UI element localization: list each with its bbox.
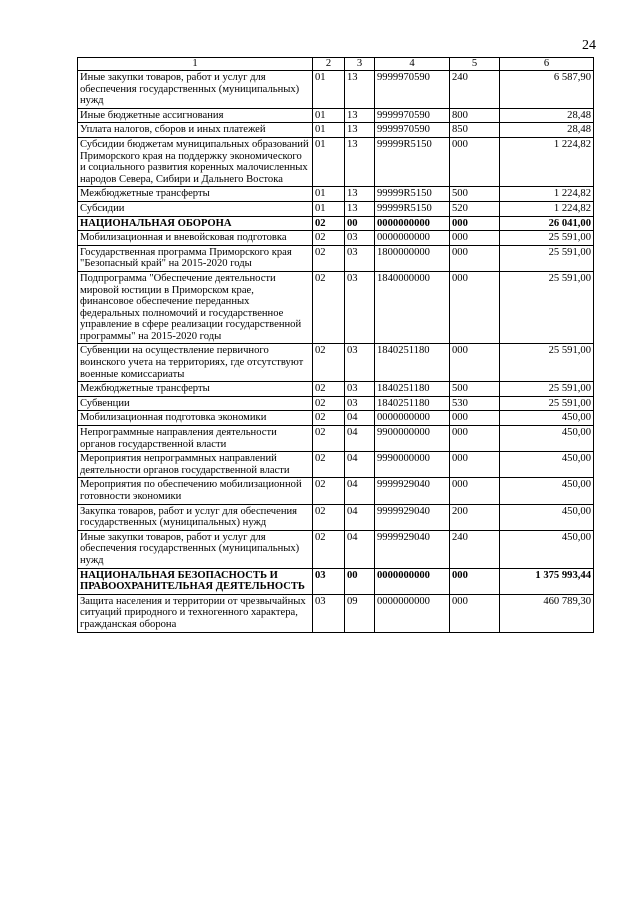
row-subsection-cell: 03 — [345, 231, 375, 246]
row-amount-cell: 25 591,00 — [500, 382, 594, 397]
row-subsection-cell: 04 — [345, 452, 375, 478]
table-row — [78, 216, 594, 231]
row-target-code-cell: 0000000000 — [375, 411, 450, 426]
row-target-code-cell: 9990000000 — [375, 452, 450, 478]
row-section-cell: 01 — [313, 137, 345, 186]
row-subsection-cell: 13 — [345, 137, 375, 186]
row-section-cell: 02 — [313, 478, 345, 504]
page-number: 24 — [582, 38, 596, 53]
table-header-row — [78, 58, 594, 71]
row-amount-cell: 450,00 — [500, 452, 594, 478]
table-row — [78, 201, 594, 216]
table-row — [78, 71, 594, 109]
table-row — [78, 344, 594, 382]
row-target-code-cell: 9999929040 — [375, 530, 450, 568]
row-target-code-cell: 99999R5150 — [375, 137, 450, 186]
row-section-cell: 02 — [313, 344, 345, 382]
row-section-cell: 02 — [313, 216, 345, 231]
row-section-cell: 02 — [313, 245, 345, 271]
row-target-code-cell: 1840251180 — [375, 344, 450, 382]
row-amount-cell: 450,00 — [500, 504, 594, 530]
row-name-cell: Мероприятия по обеспечению мобилизационной готовности экономики — [78, 478, 313, 504]
row-target-code-cell: 1840251180 — [375, 396, 450, 411]
row-name-cell: Подпрограмма "Обеспечение деятельности мировой юстиции в Приморском крае, финансовое обеспечение переданных федеральных полномочий и государственное управление в сфере реализации государственной программы" на 2015-2020 годы — [78, 271, 313, 344]
table-row — [78, 426, 594, 452]
table-row — [78, 504, 594, 530]
column-header: 5 — [450, 58, 500, 71]
row-expense-type-cell: 500 — [450, 187, 500, 202]
row-amount-cell: 26 041,00 — [500, 216, 594, 231]
row-expense-type-cell: 000 — [450, 452, 500, 478]
row-amount-cell: 1 224,82 — [500, 137, 594, 186]
row-expense-type-cell: 000 — [450, 568, 500, 594]
row-target-code-cell: 99999R5150 — [375, 187, 450, 202]
row-amount-cell: 28,48 — [500, 108, 594, 123]
table-row — [78, 568, 594, 594]
row-expense-type-cell: 200 — [450, 504, 500, 530]
table-row — [78, 231, 594, 246]
column-header: 1 — [78, 58, 313, 71]
row-amount-cell: 450,00 — [500, 478, 594, 504]
row-name-cell: Межбюджетные трансферты — [78, 187, 313, 202]
row-section-cell: 01 — [313, 187, 345, 202]
row-amount-cell: 1 224,82 — [500, 187, 594, 202]
row-target-code-cell: 9999970590 — [375, 123, 450, 138]
row-subsection-cell: 04 — [345, 426, 375, 452]
table-row — [78, 187, 594, 202]
row-target-code-cell: 1800000000 — [375, 245, 450, 271]
row-name-cell: Субсидии — [78, 201, 313, 216]
row-subsection-cell: 09 — [345, 594, 375, 632]
row-name-cell: Межбюджетные трансферты — [78, 382, 313, 397]
row-expense-type-cell: 000 — [450, 137, 500, 186]
row-name-cell: НАЦИОНАЛЬНАЯ ОБОРОНА — [78, 216, 313, 231]
row-amount-cell: 460 789,30 — [500, 594, 594, 632]
table-row — [78, 245, 594, 271]
row-target-code-cell: 9900000000 — [375, 426, 450, 452]
row-section-cell: 02 — [313, 411, 345, 426]
row-name-cell: Субвенции — [78, 396, 313, 411]
row-section-cell: 01 — [313, 108, 345, 123]
table-row — [78, 396, 594, 411]
row-section-cell: 02 — [313, 452, 345, 478]
row-section-cell: 03 — [313, 594, 345, 632]
row-amount-cell: 25 591,00 — [500, 344, 594, 382]
row-expense-type-cell: 240 — [450, 71, 500, 109]
row-section-cell: 02 — [313, 396, 345, 411]
row-subsection-cell: 13 — [345, 123, 375, 138]
row-section-cell: 02 — [313, 426, 345, 452]
row-amount-cell: 1 375 993,44 — [500, 568, 594, 594]
row-name-cell: Государственная программа Приморского края "Безопасный край" на 2015-2020 годы — [78, 245, 313, 271]
row-subsection-cell: 03 — [345, 344, 375, 382]
row-name-cell: Иные закупки товаров, работ и услуг для обеспечения государственных (муниципальных) нужд — [78, 530, 313, 568]
row-name-cell: Субсидии бюджетам муниципальных образований Приморского края на поддержку экономического и социального развития коренных малочисленных народов Севера, Сибири и Дальнего Востока — [78, 137, 313, 186]
row-subsection-cell: 13 — [345, 201, 375, 216]
row-subsection-cell: 03 — [345, 271, 375, 344]
row-name-cell: Закупка товаров, работ и услуг для обеспечения государственных (муниципальных) нужд — [78, 504, 313, 530]
row-amount-cell: 1 224,82 — [500, 201, 594, 216]
row-name-cell: Мобилизационная и вневойсковая подготовка — [78, 231, 313, 246]
row-target-code-cell: 0000000000 — [375, 231, 450, 246]
row-amount-cell: 450,00 — [500, 426, 594, 452]
row-expense-type-cell: 000 — [450, 594, 500, 632]
row-name-cell: НАЦИОНАЛЬНАЯ БЕЗОПАСНОСТЬ И ПРАВООХРАНИТЕЛЬНАЯ ДЕЯТЕЛЬНОСТЬ — [78, 568, 313, 594]
column-header: 4 — [375, 58, 450, 71]
table-row — [78, 271, 594, 344]
row-target-code-cell: 0000000000 — [375, 594, 450, 632]
row-subsection-cell: 00 — [345, 216, 375, 231]
row-name-cell: Иные закупки товаров, работ и услуг для обеспечения государственных (муниципальных) нужд — [78, 71, 313, 109]
row-section-cell: 02 — [313, 530, 345, 568]
row-expense-type-cell: 240 — [450, 530, 500, 568]
row-subsection-cell: 04 — [345, 530, 375, 568]
row-subsection-cell: 03 — [345, 245, 375, 271]
row-subsection-cell: 04 — [345, 411, 375, 426]
table-row — [78, 478, 594, 504]
row-section-cell: 02 — [313, 271, 345, 344]
row-name-cell: Мобилизационная подготовка экономики — [78, 411, 313, 426]
row-section-cell: 01 — [313, 71, 345, 109]
table-row — [78, 123, 594, 138]
row-expense-type-cell: 500 — [450, 382, 500, 397]
row-subsection-cell: 13 — [345, 71, 375, 109]
row-expense-type-cell: 000 — [450, 478, 500, 504]
table-row — [78, 108, 594, 123]
row-amount-cell: 6 587,90 — [500, 71, 594, 109]
row-subsection-cell: 04 — [345, 504, 375, 530]
row-target-code-cell: 0000000000 — [375, 216, 450, 231]
row-subsection-cell: 03 — [345, 396, 375, 411]
row-subsection-cell: 03 — [345, 382, 375, 397]
row-amount-cell: 450,00 — [500, 530, 594, 568]
table-row — [78, 594, 594, 632]
row-target-code-cell: 9999929040 — [375, 504, 450, 530]
row-name-cell: Уплата налогов, сборов и иных платежей — [78, 123, 313, 138]
row-expense-type-cell: 000 — [450, 411, 500, 426]
row-expense-type-cell: 520 — [450, 201, 500, 216]
row-expense-type-cell: 530 — [450, 396, 500, 411]
table-row — [78, 530, 594, 568]
table-row — [78, 452, 594, 478]
row-target-code-cell: 9999970590 — [375, 71, 450, 109]
budget-table — [77, 57, 594, 633]
row-expense-type-cell: 850 — [450, 123, 500, 138]
row-expense-type-cell: 000 — [450, 344, 500, 382]
row-expense-type-cell: 000 — [450, 426, 500, 452]
row-expense-type-cell: 000 — [450, 245, 500, 271]
row-expense-type-cell: 000 — [450, 231, 500, 246]
table-body — [78, 71, 594, 633]
row-target-code-cell: 1840000000 — [375, 271, 450, 344]
row-subsection-cell: 13 — [345, 108, 375, 123]
row-subsection-cell: 04 — [345, 478, 375, 504]
row-section-cell: 02 — [313, 504, 345, 530]
column-header: 2 — [313, 58, 345, 71]
row-target-code-cell: 99999R5150 — [375, 201, 450, 216]
row-name-cell: Непрограммные направления деятельности органов государственной власти — [78, 426, 313, 452]
row-amount-cell: 25 591,00 — [500, 396, 594, 411]
row-expense-type-cell: 000 — [450, 271, 500, 344]
row-section-cell: 01 — [313, 201, 345, 216]
row-name-cell: Защита населения и территории от чрезвычайных ситуаций природного и техногенного характера, гражданская оборона — [78, 594, 313, 632]
table-row — [78, 411, 594, 426]
row-expense-type-cell: 800 — [450, 108, 500, 123]
row-amount-cell: 28,48 — [500, 123, 594, 138]
row-name-cell: Иные бюджетные ассигнования — [78, 108, 313, 123]
row-section-cell: 01 — [313, 123, 345, 138]
row-section-cell: 02 — [313, 382, 345, 397]
row-amount-cell: 450,00 — [500, 411, 594, 426]
row-amount-cell: 25 591,00 — [500, 271, 594, 344]
row-target-code-cell: 0000000000 — [375, 568, 450, 594]
row-amount-cell: 25 591,00 — [500, 245, 594, 271]
column-header: 6 — [500, 58, 594, 71]
table-row — [78, 382, 594, 397]
row-amount-cell: 25 591,00 — [500, 231, 594, 246]
column-header: 3 — [345, 58, 375, 71]
row-name-cell: Мероприятия непрограммных направлений деятельности органов государственной власти — [78, 452, 313, 478]
row-section-cell: 02 — [313, 231, 345, 246]
table-row — [78, 137, 594, 186]
row-target-code-cell: 1840251180 — [375, 382, 450, 397]
row-subsection-cell: 00 — [345, 568, 375, 594]
row-expense-type-cell: 000 — [450, 216, 500, 231]
row-target-code-cell: 9999970590 — [375, 108, 450, 123]
row-target-code-cell: 9999929040 — [375, 478, 450, 504]
row-section-cell: 03 — [313, 568, 345, 594]
row-subsection-cell: 13 — [345, 187, 375, 202]
row-name-cell: Субвенции на осуществление первичного воинского учета на территориях, где отсутствуют военные комиссариаты — [78, 344, 313, 382]
